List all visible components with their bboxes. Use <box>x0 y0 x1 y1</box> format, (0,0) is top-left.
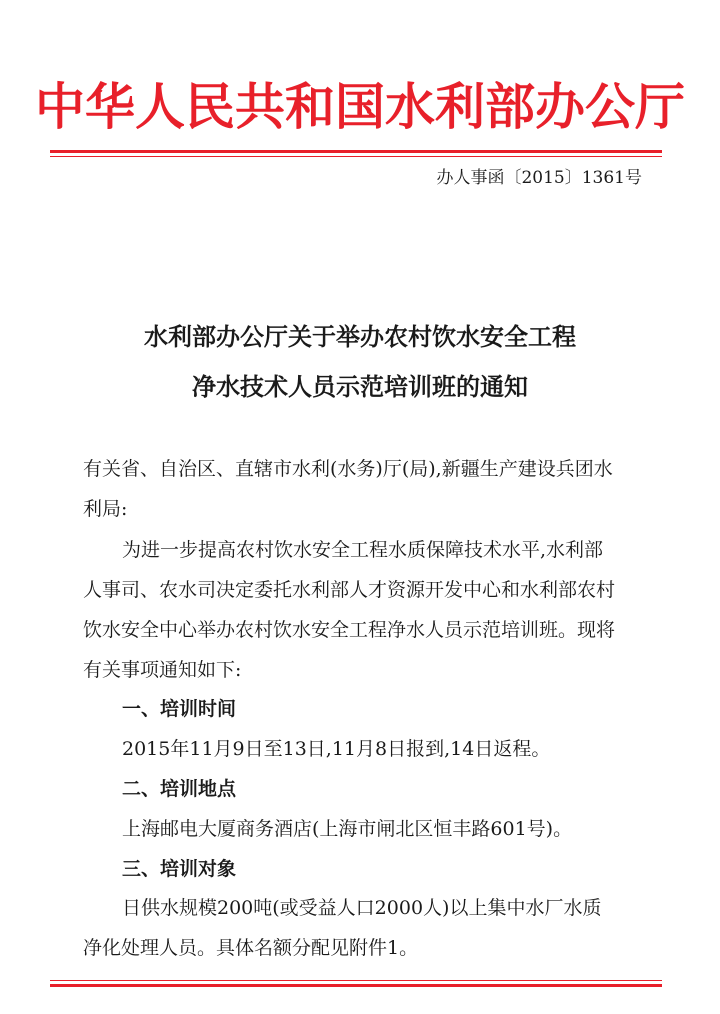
document-title-line-2: 净水技术人员示范培训班的通知 <box>192 372 528 401</box>
masthead-title: 中华人民共和国水利部办公厅 <box>35 78 685 136</box>
section-text-training-location: 上海邮电大厦商务酒店(上海市闸北区恒丰路601号)。 <box>122 818 573 840</box>
section-heading-training-location: 二、培训地点 <box>122 778 237 800</box>
footer-red-rule <box>50 980 662 987</box>
salutation-line-1: 有关省、自治区、直辖市水利(水务)厅(局),新疆生产建设兵团水 <box>83 458 613 480</box>
intro-line-2: 人事司、农水司决定委托水利部人才资源开发中心和水利部农村 <box>83 579 616 601</box>
section-text-training-audience-line-1: 日供水规模200吨(或受益人口2000人)以上集中水厂水质 <box>122 897 602 919</box>
section-heading-training-audience: 三、培训对象 <box>122 858 237 880</box>
intro-line-1: 为进一步提高农村饮水安全工程水质保障技术水平,水利部 <box>122 539 604 561</box>
section-heading-training-time: 一、培训时间 <box>122 698 237 720</box>
document-title-line-1: 水利部办公厅关于举办农村饮水安全工程 <box>144 322 576 351</box>
section-text-training-audience-line-2: 净化处理人员。具体名额分配见附件1。 <box>83 937 419 959</box>
section-text-training-time: 2015年11月9日至13日,11月8日报到,14日返程。 <box>122 738 551 760</box>
salutation-line-2: 利局: <box>83 498 128 520</box>
intro-line-3: 饮水安全中心举办农村饮水安全工程净水人员示范培训班。现将 <box>83 619 616 641</box>
document-number: 办人事函〔2015〕1361号 <box>436 168 642 188</box>
intro-line-4: 有关事项通知如下: <box>83 659 242 681</box>
masthead-red-rule <box>50 150 662 157</box>
